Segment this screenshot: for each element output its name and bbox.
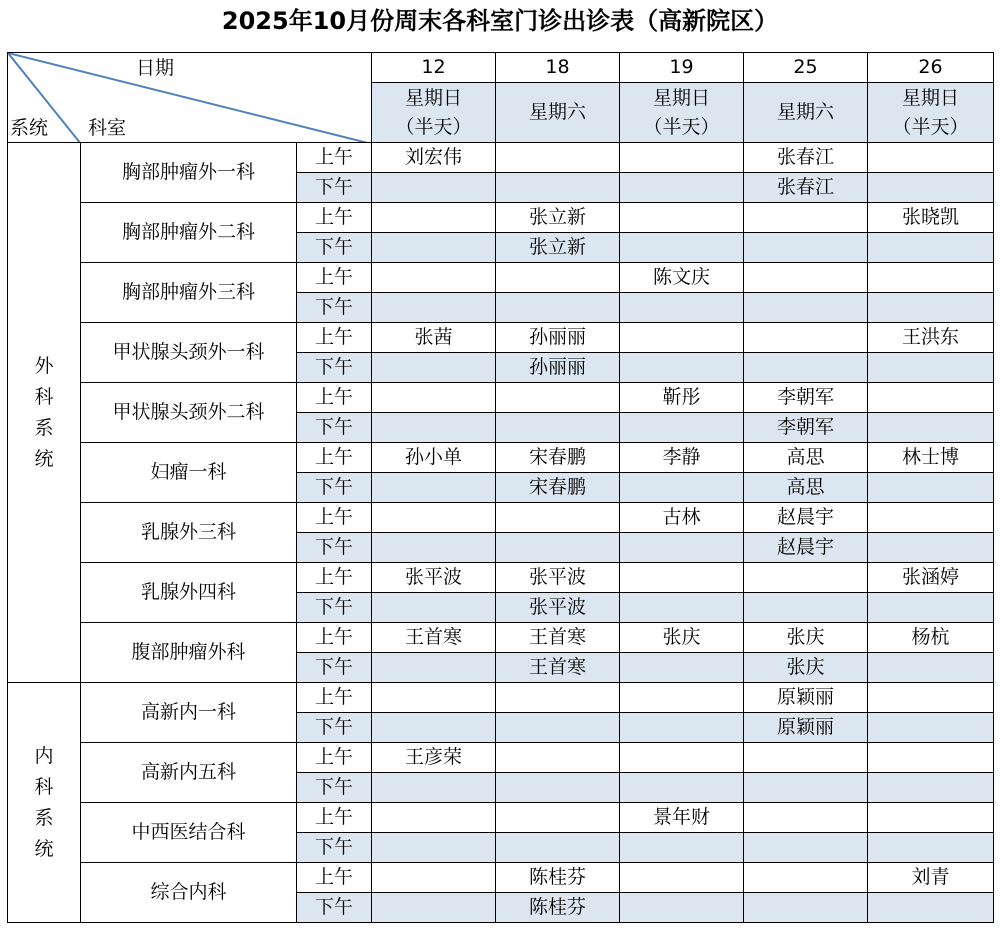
doctor-cell bbox=[744, 743, 868, 773]
doctor-cell bbox=[372, 893, 496, 923]
department-name: 甲状腺头颈外二科 bbox=[81, 383, 297, 443]
corner-system-label: 系统 bbox=[10, 117, 49, 139]
doctor-cell bbox=[496, 803, 620, 833]
weekday-header: 星期六 bbox=[744, 83, 868, 143]
system-name: 外科系统 bbox=[34, 354, 54, 470]
doctor-cell bbox=[496, 683, 620, 713]
date-header: 12 bbox=[372, 53, 496, 83]
doctor-cell bbox=[496, 293, 620, 323]
afternoon-label: 下午 bbox=[297, 353, 372, 383]
doctor-cell bbox=[868, 683, 994, 713]
department-name: 胸部肿瘤外三科 bbox=[81, 263, 297, 323]
doctor-cell bbox=[868, 743, 994, 773]
doctor-cell: 赵晨宇 bbox=[744, 503, 868, 533]
doctor-cell bbox=[372, 533, 496, 563]
doctor-cell bbox=[496, 263, 620, 293]
doctor-cell: 李静 bbox=[620, 443, 744, 473]
doctor-cell: 李朝军 bbox=[744, 383, 868, 413]
department-name: 中西医结合科 bbox=[81, 803, 297, 863]
morning-label: 上午 bbox=[297, 143, 372, 173]
doctor-cell: 原颖丽 bbox=[744, 713, 868, 743]
schedule-row-am bbox=[8, 143, 994, 173]
doctor-cell bbox=[620, 653, 744, 683]
doctor-cell bbox=[372, 353, 496, 383]
doctor-cell: 张晓凯 bbox=[868, 203, 994, 233]
doctor-cell: 高思 bbox=[744, 443, 868, 473]
doctor-cell bbox=[372, 413, 496, 443]
doctor-cell bbox=[496, 143, 620, 173]
doctor-cell: 孙丽丽 bbox=[496, 323, 620, 353]
doctor-cell bbox=[372, 203, 496, 233]
schedule-table bbox=[7, 52, 994, 923]
doctor-cell: 张庆 bbox=[744, 653, 868, 683]
afternoon-label: 下午 bbox=[297, 713, 372, 743]
doctor-cell bbox=[868, 383, 994, 413]
doctor-cell bbox=[868, 503, 994, 533]
doctor-cell bbox=[868, 713, 994, 743]
doctor-cell bbox=[744, 263, 868, 293]
doctor-cell: 张平波 bbox=[496, 593, 620, 623]
header-corner bbox=[8, 53, 372, 143]
department-name: 胸部肿瘤外一科 bbox=[81, 143, 297, 203]
doctor-cell bbox=[372, 293, 496, 323]
doctor-cell: 王首寒 bbox=[496, 623, 620, 653]
weekday-header: 星期日 （半天） bbox=[868, 83, 994, 143]
doctor-cell bbox=[744, 293, 868, 323]
doctor-cell bbox=[496, 173, 620, 203]
doctor-cell bbox=[868, 893, 994, 923]
doctor-cell bbox=[744, 863, 868, 893]
morning-label: 上午 bbox=[297, 863, 372, 893]
morning-label: 上午 bbox=[297, 803, 372, 833]
schedule-row-am bbox=[8, 203, 994, 233]
doctor-cell: 张涵婷 bbox=[868, 563, 994, 593]
doctor-cell: 林士博 bbox=[868, 443, 994, 473]
doctor-cell bbox=[620, 863, 744, 893]
doctor-cell: 古林 bbox=[620, 503, 744, 533]
doctor-cell: 张春江 bbox=[744, 173, 868, 203]
department-name: 乳腺外三科 bbox=[81, 503, 297, 563]
doctor-cell bbox=[868, 653, 994, 683]
doctor-cell: 靳彤 bbox=[620, 383, 744, 413]
schedule-row-am bbox=[8, 503, 994, 533]
afternoon-label: 下午 bbox=[297, 233, 372, 263]
afternoon-label: 下午 bbox=[297, 653, 372, 683]
doctor-cell bbox=[496, 833, 620, 863]
system-name: 内科系统 bbox=[34, 744, 54, 860]
doctor-cell bbox=[620, 353, 744, 383]
doctor-cell bbox=[620, 683, 744, 713]
doctor-cell bbox=[868, 533, 994, 563]
schedule-row-am bbox=[8, 443, 994, 473]
doctor-cell bbox=[620, 893, 744, 923]
morning-label: 上午 bbox=[297, 263, 372, 293]
afternoon-label: 下午 bbox=[297, 593, 372, 623]
doctor-cell bbox=[620, 173, 744, 203]
doctor-cell bbox=[620, 203, 744, 233]
weekday-header: 星期六 bbox=[496, 83, 620, 143]
doctor-cell: 陈桂芬 bbox=[496, 893, 620, 923]
doctor-cell bbox=[372, 173, 496, 203]
doctor-cell bbox=[868, 833, 994, 863]
doctor-cell bbox=[620, 323, 744, 353]
morning-label: 上午 bbox=[297, 743, 372, 773]
page-title: 2025年10月份周末各科室门诊出诊表（高新院区） bbox=[221, 7, 779, 35]
doctor-cell: 赵晨宇 bbox=[744, 533, 868, 563]
doctor-cell: 王洪东 bbox=[868, 323, 994, 353]
doctor-cell bbox=[868, 473, 994, 503]
doctor-cell: 宋春鹏 bbox=[496, 443, 620, 473]
doctor-cell bbox=[868, 293, 994, 323]
schedule-row-am bbox=[8, 803, 994, 833]
date-header: 25 bbox=[744, 53, 868, 83]
department-name: 高新内五科 bbox=[81, 743, 297, 803]
schedule-row-am bbox=[8, 323, 994, 353]
schedule-row-am bbox=[8, 623, 994, 653]
date-header: 26 bbox=[868, 53, 994, 83]
doctor-cell bbox=[372, 383, 496, 413]
doctor-cell: 孙小单 bbox=[372, 443, 496, 473]
doctor-cell bbox=[496, 503, 620, 533]
corner-dept-label: 科室 bbox=[88, 117, 127, 139]
doctor-cell bbox=[744, 773, 868, 803]
afternoon-label: 下午 bbox=[297, 473, 372, 503]
doctor-cell bbox=[868, 143, 994, 173]
doctor-cell bbox=[868, 803, 994, 833]
doctor-cell bbox=[496, 713, 620, 743]
department-name: 妇瘤一科 bbox=[81, 443, 297, 503]
doctor-cell: 原颖丽 bbox=[744, 683, 868, 713]
doctor-cell: 王彦荣 bbox=[372, 743, 496, 773]
doctor-cell bbox=[620, 233, 744, 263]
doctor-cell: 孙丽丽 bbox=[496, 353, 620, 383]
corner-date-label: 日期 bbox=[136, 57, 175, 79]
doctor-cell bbox=[744, 593, 868, 623]
doctor-cell bbox=[744, 203, 868, 233]
doctor-cell bbox=[620, 533, 744, 563]
doctor-cell bbox=[868, 593, 994, 623]
system-name-cell bbox=[8, 683, 81, 923]
schedule-row-am bbox=[8, 563, 994, 593]
weekday-header: 星期日 （半天） bbox=[372, 83, 496, 143]
doctor-cell bbox=[868, 353, 994, 383]
doctor-cell bbox=[372, 473, 496, 503]
doctor-cell: 陈文庆 bbox=[620, 263, 744, 293]
afternoon-label: 下午 bbox=[297, 413, 372, 443]
morning-label: 上午 bbox=[297, 443, 372, 473]
schedule-row-am bbox=[8, 743, 994, 773]
doctor-cell bbox=[496, 413, 620, 443]
doctor-cell bbox=[620, 833, 744, 863]
doctor-cell bbox=[620, 413, 744, 443]
morning-label: 上午 bbox=[297, 203, 372, 233]
doctor-cell bbox=[620, 473, 744, 503]
doctor-cell bbox=[372, 593, 496, 623]
doctor-cell bbox=[620, 593, 744, 623]
doctor-cell bbox=[868, 263, 994, 293]
date-header: 19 bbox=[620, 53, 744, 83]
doctor-cell bbox=[868, 173, 994, 203]
afternoon-label: 下午 bbox=[297, 833, 372, 863]
afternoon-label: 下午 bbox=[297, 533, 372, 563]
doctor-cell bbox=[620, 773, 744, 803]
afternoon-label: 下午 bbox=[297, 293, 372, 323]
morning-label: 上午 bbox=[297, 383, 372, 413]
doctor-cell bbox=[620, 563, 744, 593]
doctor-cell bbox=[372, 233, 496, 263]
department-name: 综合内科 bbox=[81, 863, 297, 923]
doctor-cell bbox=[372, 713, 496, 743]
doctor-cell: 宋春鹏 bbox=[496, 473, 620, 503]
doctor-cell: 张立新 bbox=[496, 233, 620, 263]
doctor-cell bbox=[744, 893, 868, 923]
doctor-cell bbox=[372, 803, 496, 833]
schedule-row-am bbox=[8, 263, 994, 293]
system-name-cell bbox=[8, 143, 81, 683]
doctor-cell bbox=[372, 773, 496, 803]
doctor-cell bbox=[372, 833, 496, 863]
doctor-cell: 杨杭 bbox=[868, 623, 994, 653]
doctor-cell: 张平波 bbox=[372, 563, 496, 593]
doctor-cell bbox=[744, 803, 868, 833]
weekday-header: 星期日 （半天） bbox=[620, 83, 744, 143]
doctor-cell bbox=[496, 743, 620, 773]
doctor-cell bbox=[496, 533, 620, 563]
doctor-cell bbox=[620, 143, 744, 173]
department-name: 胸部肿瘤外二科 bbox=[81, 203, 297, 263]
doctor-cell bbox=[372, 263, 496, 293]
afternoon-label: 下午 bbox=[297, 893, 372, 923]
doctor-cell: 陈桂芬 bbox=[496, 863, 620, 893]
morning-label: 上午 bbox=[297, 623, 372, 653]
doctor-cell: 景年财 bbox=[620, 803, 744, 833]
schedule-row-am bbox=[8, 683, 994, 713]
doctor-cell bbox=[372, 503, 496, 533]
doctor-cell bbox=[496, 383, 620, 413]
doctor-cell: 高思 bbox=[744, 473, 868, 503]
doctor-cell bbox=[744, 323, 868, 353]
doctor-cell bbox=[868, 773, 994, 803]
doctor-cell: 刘宏伟 bbox=[372, 143, 496, 173]
schedule-row-am bbox=[8, 863, 994, 893]
doctor-cell: 王首寒 bbox=[372, 623, 496, 653]
header-date-row bbox=[8, 53, 994, 83]
doctor-cell: 张立新 bbox=[496, 203, 620, 233]
morning-label: 上午 bbox=[297, 683, 372, 713]
doctor-cell bbox=[496, 773, 620, 803]
doctor-cell: 张茜 bbox=[372, 323, 496, 353]
morning-label: 上午 bbox=[297, 503, 372, 533]
doctor-cell: 刘青 bbox=[868, 863, 994, 893]
department-name: 高新内一科 bbox=[81, 683, 297, 743]
doctor-cell: 张春江 bbox=[744, 143, 868, 173]
morning-label: 上午 bbox=[297, 563, 372, 593]
doctor-cell: 张庆 bbox=[620, 623, 744, 653]
department-name: 腹部肿瘤外科 bbox=[81, 623, 297, 683]
doctor-cell bbox=[868, 233, 994, 263]
doctor-cell: 李朝军 bbox=[744, 413, 868, 443]
doctor-cell bbox=[620, 713, 744, 743]
date-header: 18 bbox=[496, 53, 620, 83]
doctor-cell bbox=[744, 563, 868, 593]
doctor-cell bbox=[372, 653, 496, 683]
afternoon-label: 下午 bbox=[297, 173, 372, 203]
doctor-cell bbox=[372, 683, 496, 713]
schedule-row-am bbox=[8, 383, 994, 413]
doctor-cell bbox=[744, 233, 868, 263]
morning-label: 上午 bbox=[297, 323, 372, 353]
doctor-cell: 张平波 bbox=[496, 563, 620, 593]
doctor-cell bbox=[744, 353, 868, 383]
doctor-cell: 张庆 bbox=[744, 623, 868, 653]
department-name: 乳腺外四科 bbox=[81, 563, 297, 623]
doctor-cell: 王首寒 bbox=[496, 653, 620, 683]
department-name: 甲状腺头颈外一科 bbox=[81, 323, 297, 383]
doctor-cell bbox=[620, 293, 744, 323]
corner-diagonal-lines bbox=[8, 53, 372, 143]
doctor-cell bbox=[868, 413, 994, 443]
doctor-cell bbox=[620, 743, 744, 773]
afternoon-label: 下午 bbox=[297, 773, 372, 803]
doctor-cell bbox=[372, 863, 496, 893]
doctor-cell bbox=[744, 833, 868, 863]
